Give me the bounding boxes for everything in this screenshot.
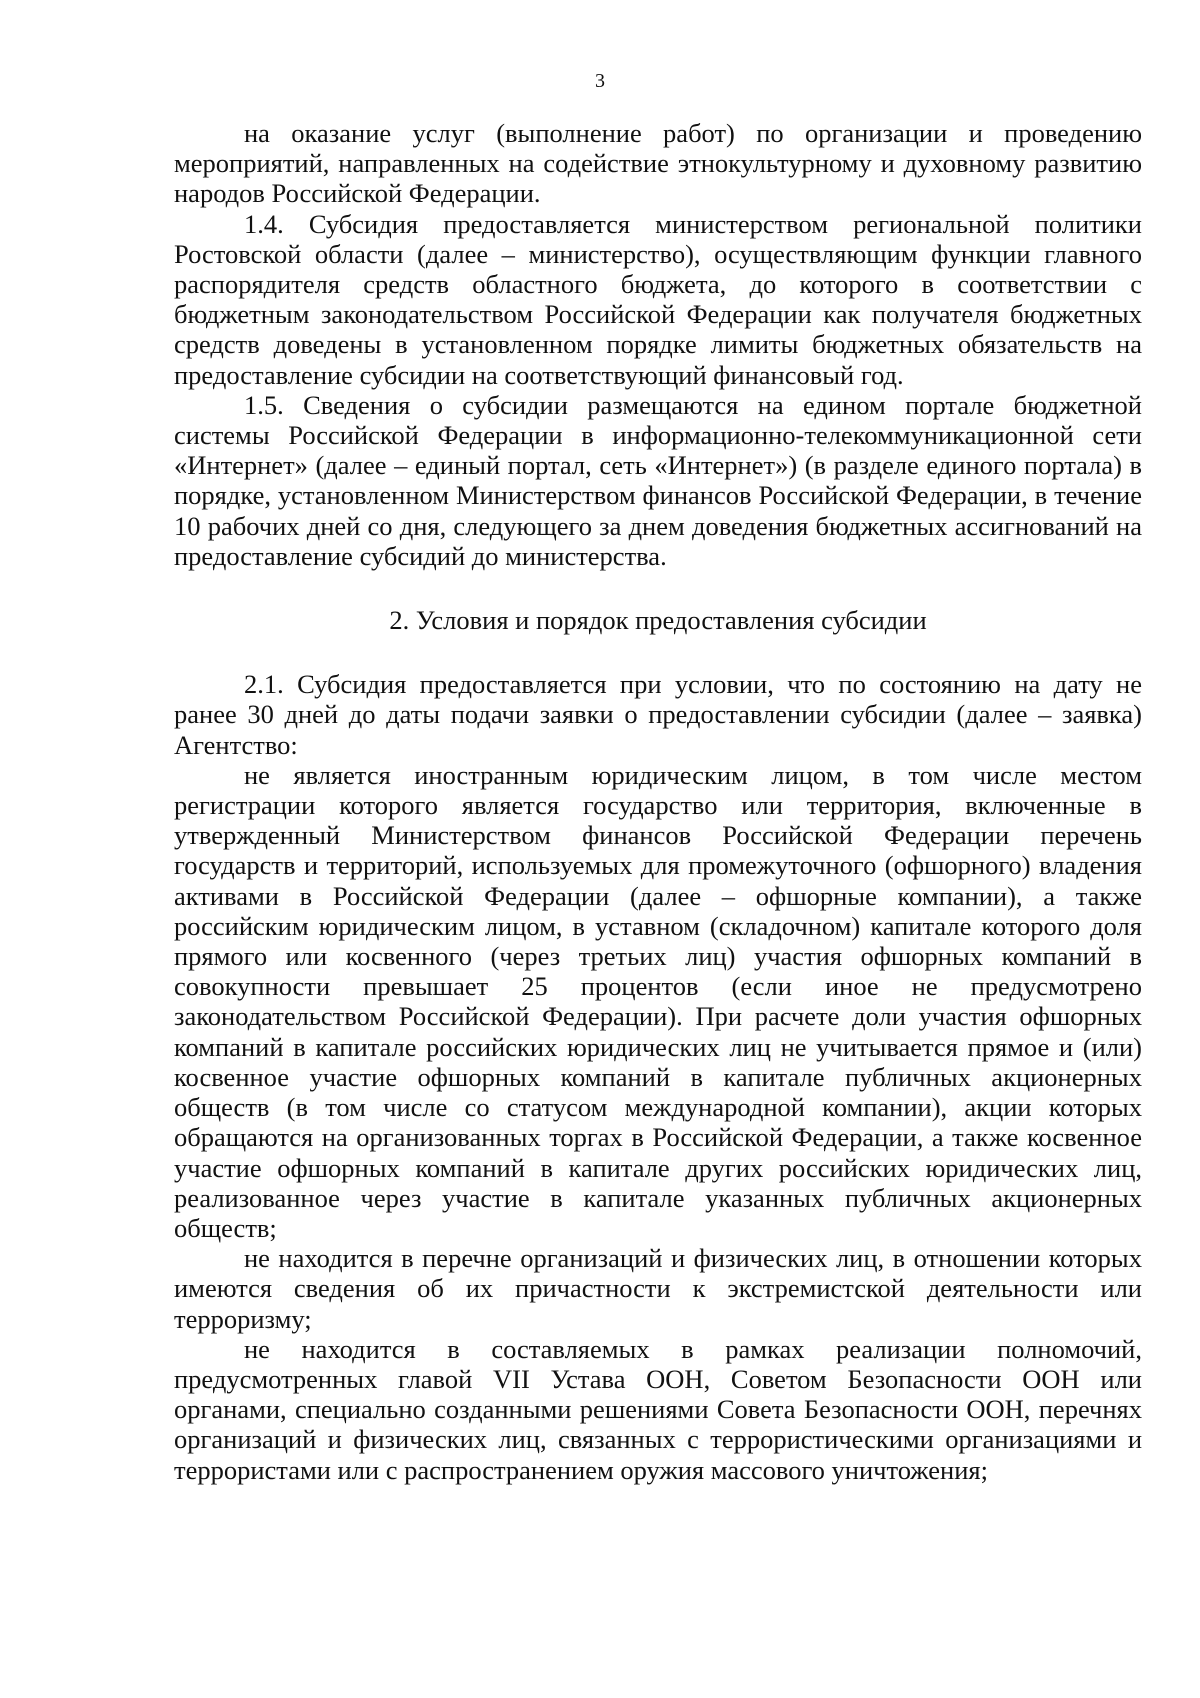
paragraph-offshore-condition: не является иностранным юридическим лицом, в том числе местом регистрации которого является государство или территория, включенные в утвержденный Министерством финансов Российской Федерации перечень государств и территорий, используемых для промежуточного (офшорного) владения активами в Российской Федерации (далее – офшорные компании), а также российским юридическим лицом, в уставном (складочном) капитале которого доля прямого или косвенного (через третьих лиц) участия офшорных компаний в совокупности превышает 25 процентов (если иное не предусмотрено законодательством Российской Федерации). При расчете доли участия офшорных компаний в капитале российских юридических лиц не учитывается прямое и (или) косвенное участие офшорных компаний в капитале публичных акционерных обществ (в том числе со статусом международной компании), акции которых обращаются на организованных торгах в Российской Федерации, а также косвенное участие офшорных компаний в капитале других российских юридических лиц, реализованное через участие в капитале указанных публичных акционерных обществ;	[174, 759, 1142, 1243]
paragraph-services-continuation: на оказание услуг (выполнение работ) по организации и проведению мероприятий, направленных на содействие этнокультурному и духовному развитию народов Российской Федерации.	[174, 118, 1142, 209]
section-heading: 2. Условия и порядок предоставления субсидии	[389, 605, 927, 636]
paragraph-1-5: 1.5. Сведения о субсидии размещаются на едином портале бюджетной системы Российской Федерации в информационно-телекоммуникационной сети «Интернет» (далее – единый портал, сеть «Интернет») (в разделе единого портала) в порядке, установленном Министерством финансов Российской Федерации, в течение 10 рабочих дней со дня, следующего за днем доведения бюджетных ассигнований на предоставление субсидий до министерства.	[174, 389, 1142, 571]
paragraph-un-lists-condition: не находится в составляемых в рамках реализации полномочий, предусмотренных главой VII Устава ООН, Советом Безопасности ООН или органами, специально созданными решениями Совета Безопасности ООН, перечнях организаций и физических лиц, связанных с террористическими организациями и террористами или с распространением оружия массового уничтожения;	[174, 1333, 1142, 1485]
page-number: 3	[595, 70, 605, 92]
paragraph-extremism-condition: не находится в перечне организаций и физических лиц, в отношении которых имеются сведения об их причастности к экстремистской деятельности или терроризму;	[174, 1243, 1142, 1334]
paragraph-1-4: 1.4. Субсидия предоставляется министерством региональной политики Ростовской области (далее – министерство), осуществляющим функции главного распорядителя средств областного бюджета, до которого в соответствии с бюджетным законодательством Российской Федерации как получателя бюджетных средств доведены в установленном порядке лимиты бюджетных обязательств на предоставление субсидии на соответствующий финансовый год.	[174, 208, 1142, 390]
paragraph-2-1: 2.1. Субсидия предоставляется при условии, что по состоянию на дату не ранее 30 дней до даты подачи заявки о предоставлении субсидии (далее – заявка) Агентство:	[174, 669, 1142, 760]
document-body	[174, 118, 1142, 1485]
